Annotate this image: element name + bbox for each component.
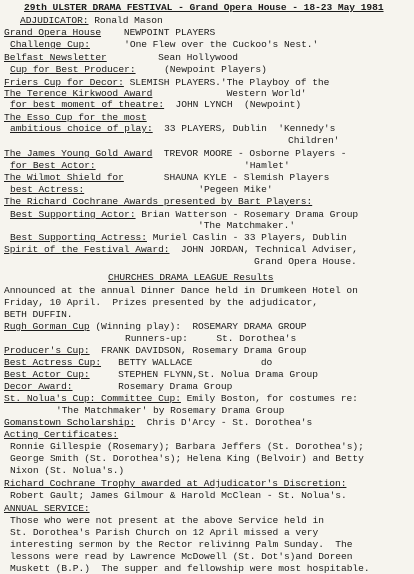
- body-text: Grand Opera House.: [254, 256, 357, 267]
- document-line: [10, 527, 318, 538]
- document-line: [4, 148, 346, 159]
- underlined-heading-text: 29th ULSTER DRAMA FESTIVAL - Grand Opera House - 18-23 May 1981: [24, 2, 384, 13]
- body-text: interesting sermon by the Rector relivinng Palm Sunday. The: [10, 539, 353, 550]
- body-text: SLEMISH PLAYERS.'The Playboy of the: [123, 77, 330, 88]
- body-text: 'Hamlet': [95, 160, 290, 171]
- underlined-heading-text: Challenge Cup:: [10, 39, 90, 50]
- document-line: [4, 357, 272, 368]
- body-text: George Smith (St. Dorothea's); Helena King (Belvoir) and Betty: [10, 453, 364, 464]
- document-line: [10, 184, 273, 195]
- underlined-heading-text: Gomanstown Scholarship:: [4, 417, 136, 428]
- document-line: [10, 123, 335, 134]
- body-text: 'The Matchmaker.': [198, 220, 296, 231]
- underlined-heading-text: The James Young Gold Award: [4, 148, 153, 159]
- body-text: Muskett (B.P.) The supper and fellowship were most hospitable.: [10, 563, 370, 574]
- document-line: [10, 515, 324, 526]
- underlined-heading-text: Spirit of the Festival Award:: [4, 244, 170, 255]
- document-line: [10, 563, 370, 574]
- body-text: BETH DUFFIN.: [4, 309, 73, 320]
- document-line: [4, 393, 358, 404]
- body-text: 'One Flew over the Cuckoo's Nest.': [89, 39, 319, 50]
- underlined-heading-text: Grand Opera House: [4, 27, 102, 38]
- document-line: [4, 309, 73, 320]
- body-text: JOHN JORDAN, Technical Adviser,: [169, 244, 358, 255]
- underlined-heading-text: Friers Cup for Decor:: [4, 77, 124, 88]
- body-text: Those who were not present at the above Service held in: [10, 515, 324, 526]
- document-line: [108, 272, 274, 283]
- body-text: Rosemary Drama Group: [72, 381, 233, 392]
- document-line: [4, 478, 346, 489]
- underlined-heading-text: Cup for Best Producer:: [10, 64, 136, 75]
- underlined-heading-text: The Wilmot Shield for: [4, 172, 124, 183]
- document-line: [4, 381, 232, 392]
- body-text: Children': [288, 135, 340, 146]
- underlined-heading-text: Decor Award:: [4, 381, 73, 392]
- document-line: [4, 345, 306, 356]
- document-line: [10, 490, 347, 501]
- body-text: (Newpoint Players): [135, 64, 267, 75]
- document-line: [4, 77, 329, 88]
- underlined-heading-text: The Esso Cup for the most: [4, 112, 147, 123]
- document-line: [4, 27, 215, 38]
- underlined-heading-text: for best moment of theatre:: [10, 99, 165, 110]
- body-text: TREVOR MOORE - Osborne Players -: [152, 148, 347, 159]
- body-text: Sean Hollywood: [106, 52, 238, 63]
- underlined-heading-text: St. Nolua's Cup: Committee Cup:: [4, 393, 181, 404]
- underlined-heading-text: Best Actress Cup:: [4, 357, 102, 368]
- document-line: [4, 88, 307, 99]
- underlined-heading-text: ANNUAL SERVICE:: [4, 503, 90, 514]
- document-line: [4, 503, 90, 514]
- underlined-heading-text: ambitious choice of play:: [10, 123, 153, 134]
- document-line: [10, 64, 267, 75]
- document-line: [4, 429, 118, 440]
- underlined-heading-text: best Actress:: [10, 184, 85, 195]
- body-text: 'The Matchmaker' by Rosemary Drama Group: [56, 405, 285, 416]
- body-text: 'Pegeen Mike': [84, 184, 273, 195]
- document-line: [4, 112, 147, 123]
- body-text: Chris D'Arcy - St. Dorothea's: [135, 417, 313, 428]
- document-line: [4, 285, 358, 296]
- document-line: [10, 160, 290, 171]
- body-text: Western World': [152, 88, 307, 99]
- document-line: [4, 321, 306, 332]
- document-line: [4, 244, 358, 255]
- body-text: lessons were read by Lawrence McDowell (St. Dot's)and Doreen: [10, 551, 353, 562]
- underlined-heading-text: ADJUDICATOR:: [20, 15, 89, 26]
- document-line: [198, 220, 295, 231]
- document-line: [10, 39, 318, 50]
- underlined-heading-text: CHURCHES DRAMA LEAGUE Results: [108, 272, 274, 283]
- body-text: Ronnie Gillespie (Rosemary); Barbara Jeffers (St. Dorothea's);: [10, 441, 364, 452]
- document-line: [56, 405, 284, 416]
- document-line: [4, 196, 312, 207]
- body-text: Muriel Caslin - 33 Players, Dublin: [146, 232, 347, 243]
- body-text: Friday, 10 April. Prizes presented by the adjudicator,: [4, 297, 318, 308]
- document-line: [10, 232, 347, 243]
- document-line: [24, 2, 384, 13]
- document-line: [4, 369, 318, 380]
- document-line: [288, 135, 339, 146]
- underlined-heading-text: Belfast Newsletter: [4, 52, 107, 63]
- underlined-heading-text: Producer's Cup:: [4, 345, 90, 356]
- body-text: Nixon (St. Nolua's.): [10, 465, 125, 476]
- document-line: [10, 539, 352, 550]
- underlined-heading-text: The Richard Cochrane Awards presented by Bart Players:: [4, 196, 313, 207]
- body-text: JOHN LYNCH (Newpoint): [164, 99, 302, 110]
- underlined-heading-text: The Terence Kirkwood Award: [4, 88, 153, 99]
- underlined-heading-text: Best Supporting Actor:: [10, 209, 136, 220]
- document-line: [4, 172, 329, 183]
- document-line: [10, 465, 124, 476]
- document-line: [20, 15, 163, 26]
- body-text: (Winning play): ROSEMARY DRAMA GROUP: [89, 321, 307, 332]
- body-text: STEPHEN FLYNN,St. Nolua Drama Group: [89, 369, 318, 380]
- underlined-heading-text: Rugh Gorman Cup: [4, 321, 90, 332]
- document-line: [10, 209, 358, 220]
- document-line: [10, 453, 364, 464]
- body-text: Runners-up: St. Dorothea's: [125, 333, 297, 344]
- body-text: NEWPOINT PLAYERS: [101, 27, 216, 38]
- underlined-heading-text: for Best Actor:: [10, 160, 96, 171]
- underlined-heading-text: Richard Cochrane Trophy awarded at Adjudicator's Discretion:: [4, 478, 347, 489]
- body-text: SHAUNA KYLE - Slemish Players: [123, 172, 330, 183]
- document-line: [10, 99, 301, 110]
- document-line: [4, 52, 238, 63]
- body-text: Brian Watterson - Rosemary Drama Group: [135, 209, 359, 220]
- document-line: [4, 297, 318, 308]
- document-line: [4, 417, 312, 428]
- document-line: [125, 333, 296, 344]
- document-line: [254, 256, 357, 267]
- document-line: [10, 551, 352, 562]
- body-text: Emily Boston, for costumes re:: [180, 393, 358, 404]
- underlined-heading-text: Acting Certificates:: [4, 429, 119, 440]
- body-text: Ronald Mason: [88, 15, 163, 26]
- body-text: BETTY WALLACE do: [101, 357, 273, 368]
- body-text: FRANK DAVIDSON, Rosemary Drama Group: [89, 345, 307, 356]
- underlined-heading-text: Best Actor Cup:: [4, 369, 90, 380]
- underlined-heading-text: Best Supporting Actress:: [10, 232, 147, 243]
- body-text: St. Dorothea's Parish Church on 12 April missed a very: [10, 527, 319, 538]
- document-line: [10, 441, 364, 452]
- body-text: 33 PLAYERS, Dublin 'Kennedy's: [152, 123, 336, 134]
- body-text: Announced at the annual Dinner Dance held in Drumkeen Hotel on: [4, 285, 358, 296]
- body-text: Robert Gault; James Gilmour & Harold McClean - St. Nolua's.: [10, 490, 347, 501]
